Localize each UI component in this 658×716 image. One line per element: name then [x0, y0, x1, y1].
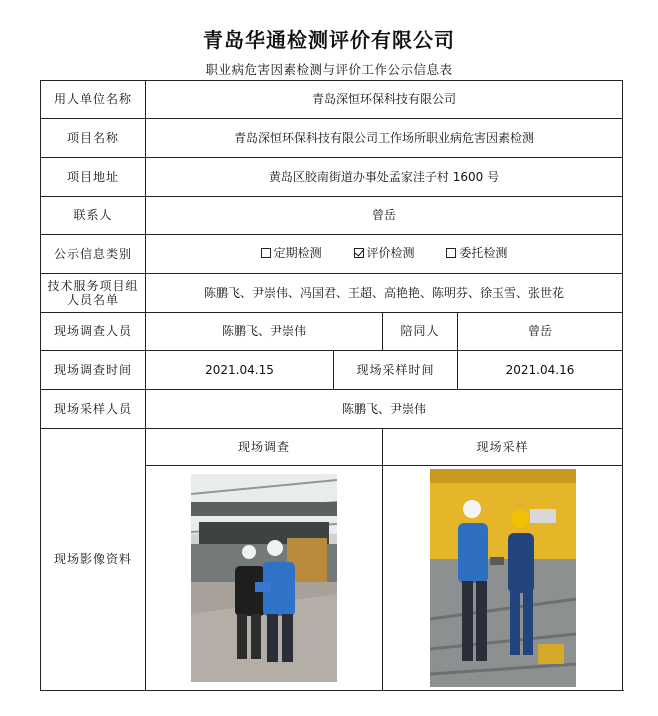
row-project-name — [41, 119, 623, 158]
checkbox-commissioned[interactable] — [446, 245, 507, 261]
company-title: 青岛华通检测评价有限公司 — [203, 28, 455, 52]
row-project-address — [41, 158, 623, 197]
row-sampling-staff — [41, 390, 623, 429]
info-table — [40, 80, 623, 691]
checkbox-periodic[interactable] — [261, 245, 322, 261]
survey-photo — [191, 474, 337, 682]
checkbox-evaluation-label: 评价检测 — [366, 246, 415, 261]
row-survey-staff — [41, 313, 623, 351]
survey-photo-caption: 现场调查 — [146, 429, 383, 466]
checkbox-evaluation[interactable] — [354, 245, 415, 261]
category-label: 公示信息类别 — [41, 235, 146, 274]
row-contact — [41, 197, 623, 235]
contact-value: 曾岳 — [146, 197, 623, 235]
row-team — [41, 274, 623, 313]
employer-label: 用人单位名称 — [41, 81, 146, 119]
sampling-staff-label: 现场采样人员 — [41, 390, 146, 429]
escort-value: 曾岳 — [458, 313, 623, 351]
employer-value: 青岛深恒环保科技有限公司 — [146, 81, 623, 119]
sampling-time-label: 现场采样时间 — [334, 351, 458, 390]
sampling-photo-cell — [383, 466, 623, 691]
row-category — [41, 235, 623, 274]
images-label: 现场影像资料 — [41, 429, 146, 691]
row-employer — [41, 81, 623, 119]
survey-staff-value: 陈鹏飞、尹崇伟 — [146, 313, 383, 351]
project-name-value: 青岛深恒环保科技有限公司工作场所职业病危害因素检测 — [146, 119, 623, 158]
survey-photo-cell — [146, 466, 383, 691]
checkbox-periodic-label: 定期检测 — [273, 246, 322, 261]
row-times — [41, 351, 623, 390]
sampling-photo-caption: 现场采样 — [383, 429, 623, 466]
escort-label: 陪同人 — [383, 313, 458, 351]
project-address-label: 项目地址 — [41, 158, 146, 197]
contact-label: 联系人 — [41, 197, 146, 235]
team-value: 陈鹏飞、尹崇伟、冯国君、王超、高艳艳、陈明芬、徐玉雪、张世花 — [146, 274, 623, 313]
team-label: 技术服务项目组人员名单 — [41, 274, 146, 313]
project-address-value: 黄岛区胶南街道办事处孟家洼子村 1600 号 — [146, 158, 623, 197]
survey-staff-label: 现场调查人员 — [41, 313, 146, 351]
form-subtitle: 职业病危害因素检测与评价工作公示信息表 — [205, 62, 453, 77]
sampling-time-value: 2021.04.16 — [458, 351, 623, 390]
sampling-photo — [430, 469, 576, 687]
survey-time-label: 现场调查时间 — [41, 351, 146, 390]
category-options — [146, 235, 623, 274]
project-name-label: 项目名称 — [41, 119, 146, 158]
checkbox-commissioned-box[interactable] — [446, 248, 456, 258]
checkbox-evaluation-box[interactable] — [354, 248, 364, 258]
row-photo-captions — [41, 429, 623, 466]
checkbox-commissioned-label: 委托检测 — [459, 246, 508, 261]
checkbox-periodic-box[interactable] — [261, 248, 271, 258]
sampling-staff-value: 陈鹏飞、尹崇伟 — [146, 390, 623, 429]
survey-time-value: 2021.04.15 — [146, 351, 334, 390]
